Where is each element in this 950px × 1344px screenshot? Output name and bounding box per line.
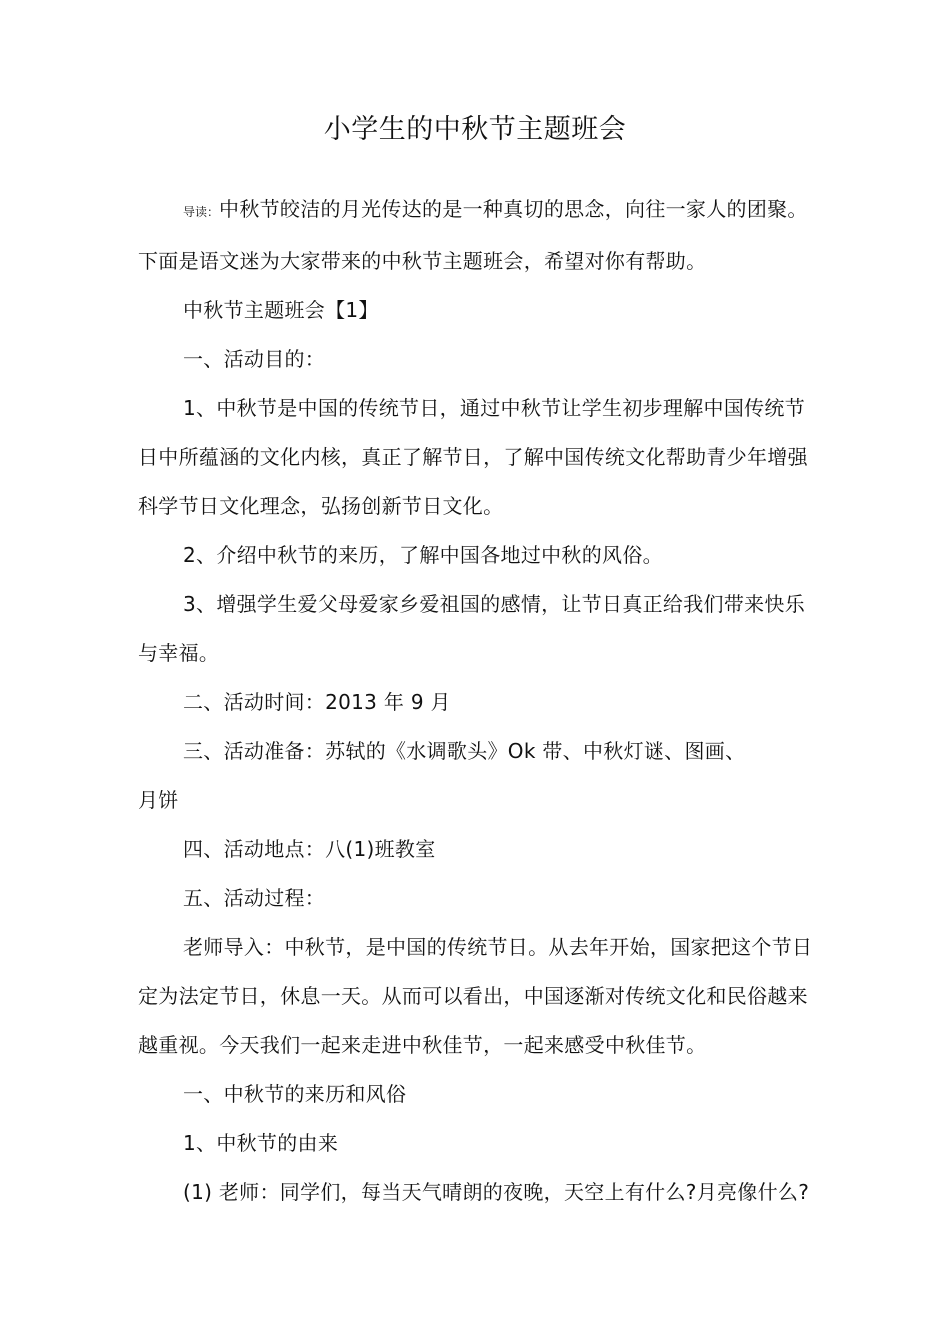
purpose-item-2: 2、介绍中秋节的来历，了解中国各地过中秋的风俗。 [183, 543, 663, 567]
activity-place: 四、活动地点：八(1)班教室 [183, 837, 436, 861]
section-heading: 中秋节主题班会【1】 [183, 298, 379, 322]
purpose-item-1: 1、中秋节是中国的传统节日，通过中秋节让学生初步理解中国传统节日中所蕴涵的文化内核，真正了解节日，了解中国传统文化帮助青少年增强科学节日文化理念，弘扬创新节日文化。 [138, 396, 808, 518]
activity-prep-line-1: 三、活动准备：苏轼的《水调歌头》Ok 带、中秋灯谜、图画、 [183, 739, 746, 763]
activity-prep-line-2: 月饼 [138, 788, 179, 812]
origin-subheading: 1、中秋节的由来 [183, 1131, 339, 1155]
intro-text: 中秋节皎洁的月光传达的是一种真切的思念，向往一家人的团聚。下面是语文迷为大家带来的中秋节主题班会，希望对你有帮助。 [138, 197, 808, 273]
purpose-heading: 一、活动目的： [183, 347, 326, 371]
document-body [138, 185, 814, 1217]
intro-label: 导读： [183, 205, 220, 219]
process-heading: 五、活动过程： [183, 886, 326, 910]
purpose-item-3: 3、增强学生爱父母爱家乡爱祖国的感情，让节日真正给我们带来快乐与幸福。 [138, 592, 806, 665]
intro-paragraph [138, 185, 814, 286]
document-title: 小学生的中秋节主题班会 [323, 114, 627, 145]
question-1: (1) 老师：同学们，每当天气晴朗的夜晚，天空上有什么?月亮像什么? [183, 1180, 810, 1204]
teacher-intro: 老师导入：中秋节，是中国的传统节日。从去年开始，国家把这个节日定为法定节日，休息一天。从而可以看出，中国逐渐对传统文化和民俗越来越重视。今天我们一起来走进中秋佳节，一起来感受中秋佳节。 [138, 935, 813, 1057]
activity-time: 二、活动时间：2013 年 9 月 [183, 690, 451, 714]
origin-heading: 一、中秋节的来历和风俗 [183, 1082, 407, 1106]
